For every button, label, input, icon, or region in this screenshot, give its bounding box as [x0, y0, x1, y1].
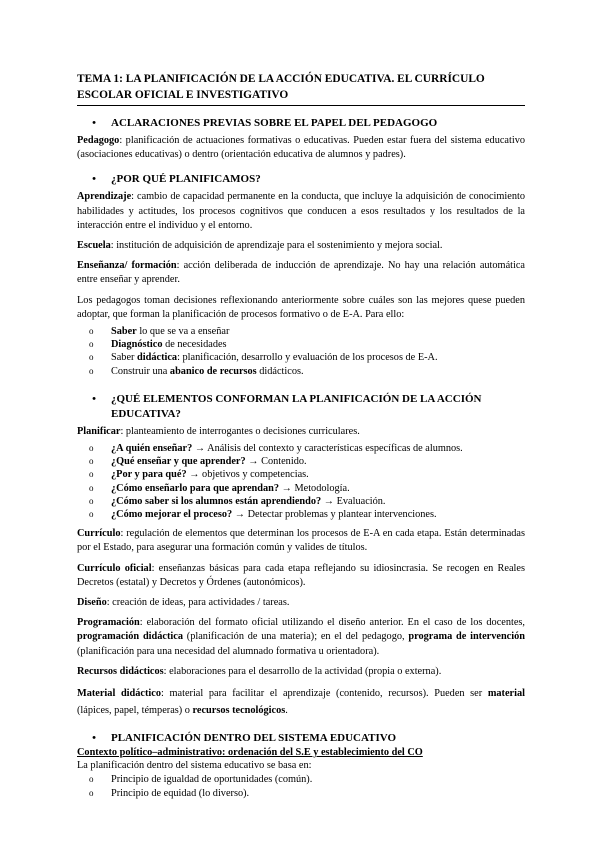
bullet-icon: •	[92, 173, 96, 186]
bullet-icon: •	[92, 732, 96, 745]
list-item	[77, 365, 525, 378]
definition-text: : planteamiento de interrogantes o decisiones curriculares.	[120, 425, 360, 437]
definition-text: : planificación de actuaciones formativas o educativas. Pueden estar fuera del sistema educativo (asociaciones educativas) o dentro (orientación educativa de alumnos y padres).	[77, 135, 525, 161]
definition-text: (lápices, papel, témperas) o	[77, 705, 193, 717]
arrow-icon: →	[323, 495, 335, 507]
section-heading-sistema-educativo	[77, 731, 525, 746]
list-item-text: : planificación, desarrollo y evaluación de los procesos de E-A.	[177, 352, 438, 364]
definition-text: : material para facilitar el aprendizaje (contenido, recursos). Pueden ser	[161, 688, 488, 700]
paragraph-aprendizaje	[77, 190, 525, 233]
arrow-icon: →	[234, 509, 246, 521]
arrow-icon: →	[194, 443, 206, 455]
list-item-text: Detectar problemas y plantear intervenciones.	[245, 509, 437, 521]
definition-text: (planificación de una materia); en el del pedagogo,	[183, 631, 409, 643]
list-item-text: Saber	[111, 352, 138, 364]
section-heading-text: ACLARACIONES PREVIAS SOBRE EL PAPEL DEL PEDAGOGO	[111, 117, 438, 129]
section-heading-por-que	[77, 172, 525, 187]
list-item	[77, 455, 525, 468]
arrow-icon: →	[189, 469, 200, 481]
term: Planificar	[77, 425, 121, 437]
document-title: TEMA 1: LA PLANIFICACIÓN DE LA ACCIÓN EDUCATIVA. EL CURRÍCULO ESCOLAR OFICIAL E INVESTIGATIVO	[77, 73, 485, 101]
list-item-text: objetivos y competencias.	[199, 469, 309, 481]
list-item-bold: ¿Por y para qué?	[111, 469, 187, 481]
definition-text: .	[285, 705, 288, 717]
term: Aprendizaje	[77, 191, 132, 203]
paragraph-recursos-didacticos	[77, 665, 525, 679]
paragraph-pedagogo	[77, 134, 525, 162]
list-principios	[77, 773, 525, 799]
term: Currículo oficial	[77, 562, 152, 574]
list-item	[77, 495, 525, 508]
list-item-text: didácticos.	[256, 365, 304, 377]
paragraph-pedagogos-decisiones: Los pedagogos toman decisiones reflexionando anteriormente sobre cuáles son las mejores quese pueden adoptar, que forman la planificación de procesos formativo o de E-A. Para ello:	[77, 294, 525, 320]
paragraph-programacion	[77, 616, 525, 659]
section-heading-pedagogo	[77, 116, 525, 131]
paragraph-material-didactico	[77, 685, 525, 719]
list-item-text: Contenido.	[258, 456, 307, 468]
circle-bullet-icon: o	[89, 326, 94, 337]
circle-bullet-icon: o	[89, 774, 94, 785]
section-heading-text: ¿POR QUÉ PLANIFICAMOS?	[111, 173, 261, 186]
circle-bullet-icon: o	[89, 365, 94, 376]
definition-text: : institución de adquisición de aprendizaje para el sostenimiento y mejora social.	[110, 240, 443, 252]
definition-text: : acción deliberada de inducción de aprendizaje. No hay una relación automática entre enseñar y aprender.	[77, 260, 526, 286]
term: Recursos didácticos	[77, 665, 164, 677]
section-heading-text: ¿QUÉ ELEMENTOS CONFORMAN LA PLANIFICACIÓN DE LA ACCIÓN EDUCATIVA?	[111, 392, 482, 420]
list-item-bold: ¿Cómo saber si los alumnos están aprendiendo?	[111, 495, 322, 507]
list-item-text: Análisis del contexto y características específicas de alumnos.	[205, 443, 463, 455]
list-item-text: Metodología.	[291, 482, 350, 494]
bullet-icon: •	[92, 392, 96, 405]
list-item	[77, 442, 525, 455]
list-item-bold: ¿Qué enseñar y que aprender?	[111, 456, 246, 468]
list-interrogantes	[77, 442, 525, 521]
circle-bullet-icon: o	[89, 495, 94, 506]
list-item-bold: abanico de recursos	[169, 365, 257, 377]
list-item-bold: ¿A quién enseñar?	[111, 443, 193, 455]
circle-bullet-icon: o	[89, 482, 94, 493]
list-item-text: Principio de equidad (lo diverso).	[111, 787, 250, 799]
list-item	[77, 468, 525, 481]
circle-bullet-icon: o	[89, 352, 94, 363]
list-item-text: lo que se va a enseñar	[136, 326, 230, 338]
list-item	[77, 482, 525, 495]
list-item	[77, 508, 525, 521]
arrow-icon: →	[248, 456, 259, 468]
term: Programación	[77, 617, 140, 629]
list-item-bold: ¿Cómo enseñarlo para que aprendan?	[111, 482, 280, 494]
definition-text: : enseñanzas básicas para cada etapa reflejando su idiosincrasia. Se recogen en Reales Decretos (estatal) y Decretos y Órdenes (autonómicos).	[77, 562, 525, 588]
paragraph-escuela	[77, 239, 525, 253]
term: Material didáctico	[77, 688, 161, 700]
paragraph-diseno	[77, 596, 525, 610]
section-heading-elementos	[77, 392, 525, 422]
section-heading-text: PLANIFICACIÓN DENTRO DEL SISTEMA EDUCATIVO	[111, 732, 397, 745]
circle-bullet-icon: o	[89, 787, 94, 798]
term: programa de intervención	[408, 631, 525, 643]
title-rule	[77, 105, 525, 106]
term: Escuela	[77, 240, 111, 252]
list-item	[77, 325, 525, 338]
list-item-text: Evaluación.	[334, 495, 386, 507]
subheading-contexto: Contexto político–administrativo: ordenación del S.E y establecimiento del CO	[77, 747, 423, 759]
definition-text: : elaboración del formato oficial utilizando el diseño anterior. En el caso de los docentes,	[139, 617, 525, 629]
term: recursos tecnológicos	[192, 705, 286, 717]
paragraph-curriculo-oficial	[77, 562, 525, 590]
term: Enseñanza/ formación	[77, 260, 177, 272]
list-item	[77, 338, 525, 351]
list-item-text: Construir una	[111, 365, 170, 377]
arrow-icon: →	[281, 482, 292, 494]
paragraph-planificacion-sistema: La planificación dentro del sistema educativo se basa en:	[77, 760, 312, 772]
list-para-ello	[77, 325, 525, 378]
circle-bullet-icon: o	[89, 443, 94, 454]
list-item-bold: Saber	[111, 326, 137, 338]
list-item-bold: Diagnóstico	[111, 339, 163, 351]
paragraph-curriculo	[77, 527, 525, 555]
list-item-text: de necesidades	[162, 339, 227, 351]
list-item-bold: didáctica	[137, 352, 178, 364]
circle-bullet-icon: o	[89, 339, 94, 350]
term: material	[487, 688, 525, 700]
definition-text: : elaboraciones para el desarrollo de la actividad (propia o externa).	[163, 665, 442, 677]
circle-bullet-icon: o	[89, 469, 94, 480]
document-page	[77, 72, 525, 806]
circle-bullet-icon: o	[89, 456, 94, 467]
list-item-bold: ¿Cómo mejorar el proceso?	[111, 509, 233, 521]
circle-bullet-icon: o	[89, 509, 94, 520]
term: programación didáctica	[77, 631, 183, 643]
definition-text: : regulación de elementos que determinan los procesos de E-A en cada etapa. Están determinadas por el Estado, para asegurar una formación común y valides de títulos.	[77, 528, 525, 554]
term: Diseño	[77, 597, 107, 609]
list-item	[77, 787, 525, 800]
term: Currículo	[77, 528, 121, 540]
list-item	[77, 351, 525, 364]
paragraph-planificar	[77, 425, 525, 439]
definition-text: : creación de ideas, para actividades / tareas.	[106, 597, 290, 609]
paragraph-ensenanza	[77, 259, 525, 287]
definition-text: (planificación para una necesidad del alumnado formativa u orientadora).	[77, 645, 380, 657]
term: Pedagogo	[77, 135, 120, 146]
definition-text: : cambio de capacidad permanente en la conducta, que incluye la adquisición de conocimiento habilidades y actitudes, los procesos cognitivos que conducen a esos resultados y los resultados de la interacción entre el individuo y el entorno.	[77, 191, 525, 231]
bullet-icon: •	[92, 117, 96, 129]
list-item-text: Principio de igualdad de oportunidades (común).	[111, 774, 313, 786]
list-item	[77, 773, 525, 786]
